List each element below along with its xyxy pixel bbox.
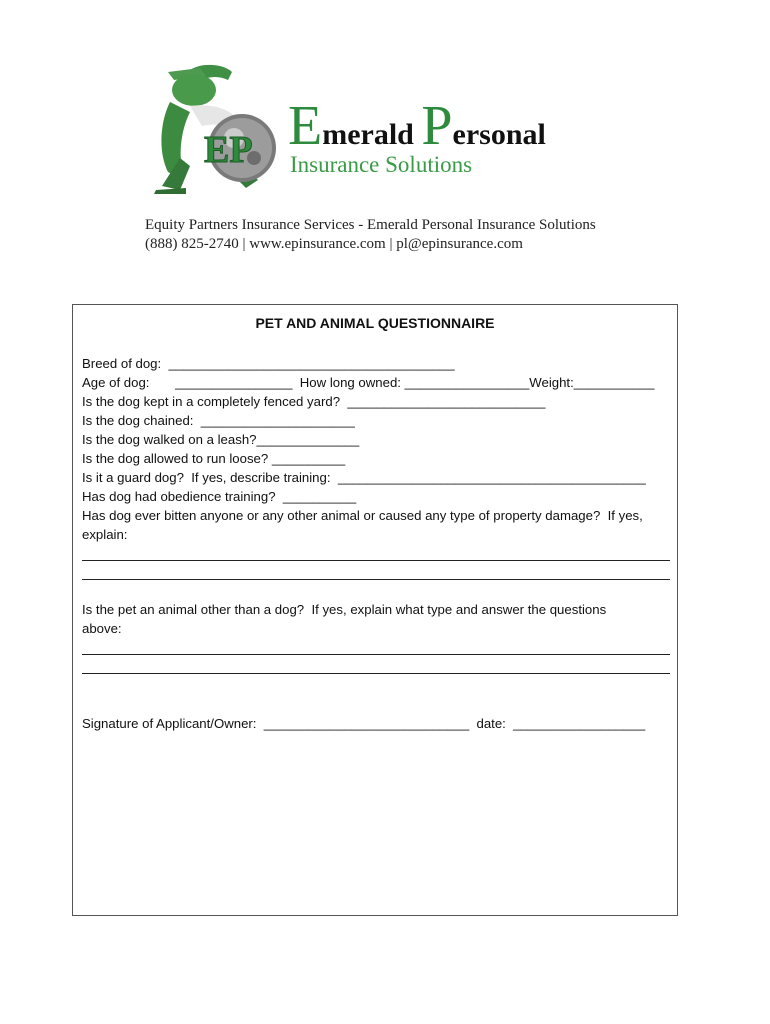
age-question[interactable]: Age of dog: ________________ How long owned: _________________Weight:___________ — [82, 375, 655, 390]
form-title: PET AND ANIMAL QUESTIONNAIRE — [255, 315, 495, 331]
alligator-mascot-icon — [150, 62, 278, 196]
bitten-question: Has dog ever bitten anyone or any other animal or caused any type of property damage? If yes, — [82, 508, 643, 523]
bitten-answer-line-2[interactable] — [82, 579, 670, 580]
run-loose-question[interactable]: Is the dog allowed to run loose? __________ — [82, 451, 346, 466]
bitten-answer-line-1[interactable] — [82, 560, 670, 561]
other-animal-above-label: above: — [82, 621, 122, 636]
brand-name: Emerald Personal — [288, 95, 546, 157]
brand-subtitle: Insurance Solutions — [290, 152, 473, 177]
other-animal-question: Is the pet an animal other than a dog? If yes, explain what type and answer the questions — [82, 602, 607, 617]
leash-question[interactable]: Is the dog walked on a leash?______________ — [82, 432, 360, 447]
other-animal-answer-line-2[interactable] — [82, 673, 670, 674]
company-name-line: Equity Partners Insurance Services - Emerald Personal Insurance Solutions — [145, 217, 596, 233]
chained-question[interactable]: Is the dog chained: _____________________ — [82, 413, 355, 428]
questionnaire-box — [72, 304, 678, 916]
logo-letters: EP — [204, 129, 253, 171]
company-info — [145, 216, 596, 254]
fenced-yard-question[interactable]: Is the dog kept in a completely fenced yard? ___________________________ — [82, 394, 546, 409]
signature-line[interactable]: Signature of Applicant/Owner: ____________________________ date: __________________ — [82, 716, 646, 731]
contact-line: (888) 825-2740 | www.epinsurance.com | pl@epinsurance.com — [145, 236, 523, 252]
breed-question[interactable]: Breed of dog: _______________________________________ — [82, 356, 455, 371]
bitten-explain-label: explain: — [82, 527, 128, 542]
company-logo — [150, 62, 590, 202]
guard-dog-question[interactable]: Is it a guard dog? If yes, describe training: __________________________________________ — [82, 470, 646, 485]
other-animal-answer-line-1[interactable] — [82, 654, 670, 655]
obedience-question[interactable]: Has dog had obedience training? __________ — [82, 489, 357, 504]
